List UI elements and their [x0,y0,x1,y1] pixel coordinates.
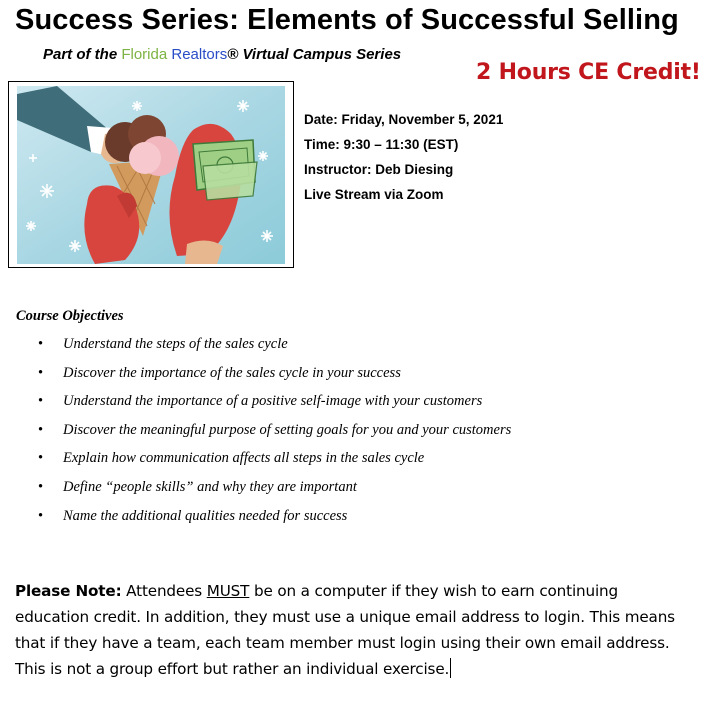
series-subtitle [43,46,401,63]
page-title: Success Series: Elements of Successful Selling [15,4,679,36]
list-item: • Discover the importance of the sales cycle in your success [38,364,401,381]
course-date: Date: Friday, November 5, 2021 [304,112,504,127]
please-note-paragraph[interactable]: Please Note: Attendees MUST be on a computer if they wish to earn continuing education credit. In addition, they must use a unique email address to login. This means that if they have a team, each team member must login using their own email address. This is not a group effort but rather an individual exercise. [15,582,675,678]
bullet-icon: • [38,450,44,467]
note-label: Please Note: [15,582,122,600]
bullet-icon: • [38,336,44,352]
must-emphasis: MUST [206,582,250,600]
subtitle-realtors: Realtors [167,46,228,63]
subtitle-florida: Florida [121,46,168,63]
list-item: • Define “people skills” and why they are important [38,478,357,495]
course-details [304,107,503,207]
text-cursor [450,658,451,678]
ice-cream-money-illustration-icon [17,86,285,264]
list-item: • Explain how communication affects all steps in the sales cycle [38,450,425,467]
objectives-list [38,336,511,536]
bullet-icon: • [38,393,44,410]
subtitle-prefix: Part of the [43,46,122,63]
list-item: • Understand the steps of the sales cycle [38,336,288,352]
bullet-icon: • [38,507,44,524]
course-stream: Live Stream via Zoom [304,187,444,202]
bullet-icon: • [38,478,44,495]
bullet-icon: • [38,364,44,381]
bullet-icon: • [38,421,44,438]
objectives-heading: Course Objectives [16,308,124,324]
course-instructor: Instructor: Deb Diesing [304,162,454,177]
list-item: • Understand the importance of a positive self-image with your customers [38,393,483,410]
list-item: • Discover the meaningful purpose of setting goals for you and your customers [38,421,512,438]
ce-credit-banner: 2 Hours CE Credit! [476,60,701,85]
subtitle-suffix: ® Virtual Campus Series [227,46,402,63]
course-illustration [8,81,294,268]
course-time: Time: 9:30 – 11:30 (EST) [304,137,459,152]
list-item: • Name the additional qualities needed for success [38,507,348,524]
